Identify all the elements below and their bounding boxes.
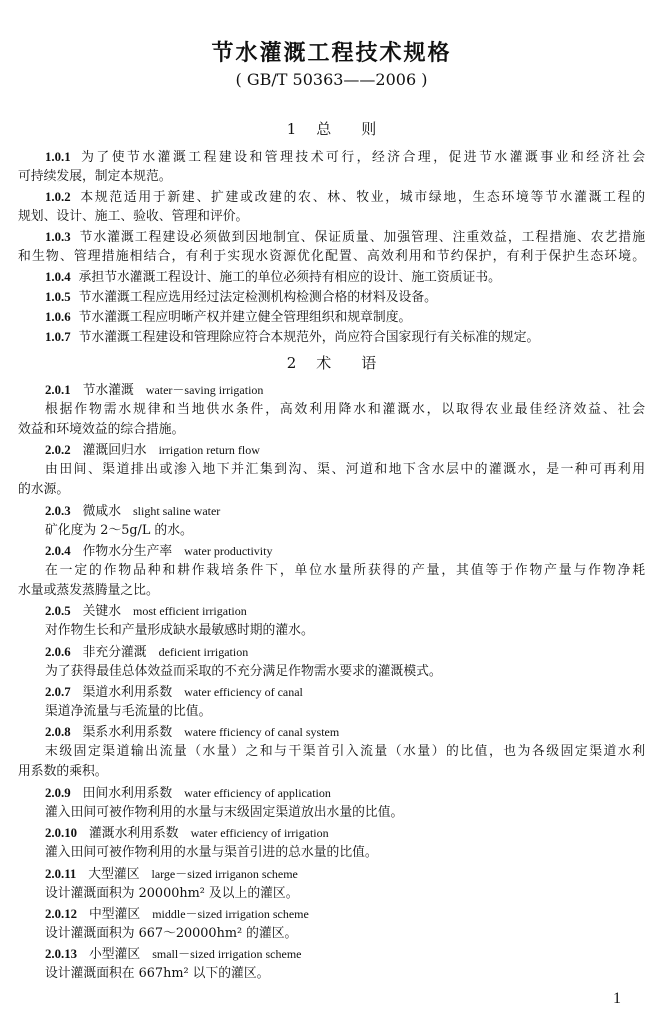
term-number: 2.0.10 — [45, 826, 77, 840]
page-number: 1 — [613, 990, 621, 1007]
definition-text: 矿化度为 2～5g/L 的水。 — [45, 523, 193, 538]
term-zh: 非充分灌溉 — [82, 645, 147, 660]
document-title: 节水灌溉工程技术规格 — [211, 40, 452, 66]
term-definition — [45, 702, 645, 722]
definition-text: 对作物生长和产量形成缺水最敏感时期的灌水。 — [45, 623, 314, 638]
clause-text: 为了使节水灌溉工程建设和管理技术可行，经济合理，促进节水灌溉事业和经济社会 — [78, 150, 645, 165]
term-definition — [45, 742, 645, 762]
chapter-title-part: 总 — [316, 120, 332, 138]
clause-line — [18, 247, 645, 267]
term-zh: 作物水分生产率 — [82, 544, 173, 559]
term-definition — [45, 803, 645, 823]
term-number: 2.0.2 — [45, 443, 71, 457]
term-zh: 节水灌溉 — [82, 383, 134, 398]
clause-number: 1.0.3 — [45, 230, 71, 244]
term-zh: 灌溉水利用系数 — [89, 826, 179, 841]
clause-line — [18, 207, 645, 227]
clause-number: 1.0.4 — [45, 270, 71, 284]
term-definition — [45, 621, 645, 641]
term-zh: 小型灌区 — [89, 947, 141, 962]
term-zh: 关键水 — [82, 604, 121, 619]
term-zh: 田间水利用系数 — [82, 786, 173, 801]
term-heading — [45, 380, 645, 400]
term-en: most efficient irrigation — [132, 604, 247, 618]
definition-text: 设计灌溉面积为 667～20000hm² 的灌区。 — [45, 926, 298, 941]
clause-line — [45, 327, 645, 347]
term-definition — [45, 521, 645, 541]
clause-text: 节水灌溉工程建设必须做到因地制宜、保证质量、加强管理、注重效益，工程措施、农艺措施 — [78, 230, 645, 245]
term-heading — [45, 944, 645, 964]
clause-text: 规划、设计、施工、验收、管理和评价。 — [18, 209, 249, 224]
term-en: water efficiency of irrigation — [190, 826, 329, 840]
term-en: water efficiency of canal — [184, 685, 303, 699]
term-en: deficient irrigation — [158, 645, 249, 659]
term-definition — [45, 964, 645, 984]
term-number: 2.0.3 — [45, 504, 71, 518]
clause-line — [45, 267, 645, 287]
term-heading — [45, 642, 645, 662]
term-definition — [18, 762, 645, 782]
clause-text: 节水灌溉工程应明晰产权并建立健全管理组织和规章制度。 — [78, 310, 412, 325]
clause-line — [45, 187, 645, 207]
term-en: water efficiency of application — [184, 786, 331, 800]
definition-text: 由田间、渠道排出或渗入地下并汇集到沟、渠、河道和地下含水层中的灌溉水，是一种可再利用 — [45, 462, 645, 477]
chapter-heading-2 — [0, 352, 663, 373]
clause-text: 和生物、管理措施相结合，有利于实现水资源优化配置、高效利用和节约保护，有利于保护生态环境。 — [18, 249, 645, 264]
term-heading — [45, 601, 645, 621]
term-heading — [45, 823, 645, 843]
term-number: 2.0.4 — [45, 544, 71, 558]
term-number: 2.0.9 — [45, 786, 71, 800]
term-en: slight saline water — [132, 504, 221, 518]
clause-text: 承担节水灌溉工程设计、施工的单位必须持有相应的设计、施工资质证书。 — [78, 270, 501, 285]
clause-text: 节水灌溉工程应选用经过法定检测机构检测合格的材料及设备。 — [78, 290, 437, 305]
definition-text: 设计灌溉面积为 20000hm² 及以上的灌区。 — [45, 886, 299, 901]
term-number: 2.0.12 — [45, 907, 77, 921]
definition-text: 效益和环境效益的综合措施。 — [18, 422, 185, 437]
term-en: middle－sized irrigation scheme — [152, 907, 309, 921]
clause-line — [45, 147, 645, 167]
term-en: small－sized irrigation scheme — [152, 947, 302, 961]
term-number: 2.0.11 — [45, 867, 77, 881]
term-zh: 灌溉回归水 — [82, 443, 147, 458]
definition-text: 灌入田间可被作物利用的水量与末级固定渠道放出水量的比值。 — [45, 805, 404, 820]
chapter-heading-1 — [0, 118, 663, 139]
term-heading — [45, 541, 645, 561]
term-heading — [45, 501, 645, 521]
term-number: 2.0.5 — [45, 604, 71, 618]
term-number: 2.0.8 — [45, 725, 71, 739]
clause-text: 本规范适用于新建、扩建或改建的农、林、牧业，城市绿地，生态环境等节水灌溉工程的 — [78, 190, 645, 205]
term-definition — [45, 662, 645, 682]
term-number: 2.0.13 — [45, 947, 77, 961]
clause-line — [18, 167, 645, 187]
term-en: watere fficiency of canal system — [184, 725, 340, 739]
term-number: 2.0.1 — [45, 383, 71, 397]
definition-text: 渠道净流量与毛流量的比值。 — [45, 704, 212, 719]
term-heading — [45, 722, 645, 742]
standard-code: ( GB/T 50363——2006 ) — [235, 70, 428, 89]
term-en: large－sized irriganon scheme — [151, 867, 298, 881]
chapter-title-part: 语 — [361, 354, 377, 372]
chapter-title-part: 术 — [316, 354, 332, 372]
clause-number: 1.0.6 — [45, 310, 71, 324]
term-heading — [45, 682, 645, 702]
term-definition — [45, 400, 645, 420]
definition-text: 根据作物需水规律和当地供水条件，高效利用降水和灌溉水，以取得农业最佳经济效益、社会 — [45, 402, 645, 417]
term-zh: 渠系水利用系数 — [82, 725, 173, 740]
term-heading — [45, 783, 645, 803]
term-definition — [18, 420, 645, 440]
definition-text: 水量或蒸发蒸腾量之比。 — [18, 583, 159, 598]
definition-text: 在一定的作物品种和耕作栽培条件下，单位水量所获得的产量，其值等于作物产量与作物净耗 — [45, 563, 645, 578]
clause-number: 1.0.7 — [45, 330, 71, 344]
term-definition — [45, 924, 645, 944]
chapter-number: 2 — [286, 354, 297, 372]
definition-text: 的水源。 — [18, 482, 70, 497]
clause-line — [45, 227, 645, 247]
chapter-title-part: 则 — [361, 120, 377, 138]
term-heading — [45, 864, 645, 884]
term-definition — [45, 884, 645, 904]
clause-number: 1.0.5 — [45, 290, 71, 304]
term-definition — [18, 581, 645, 601]
clause-number: 1.0.1 — [45, 150, 71, 164]
term-zh: 渠道水利用系数 — [82, 685, 173, 700]
definition-text: 设计灌溉面积在 667hm² 以下的灌区。 — [45, 966, 270, 981]
chapter-number: 1 — [286, 120, 297, 138]
definition-text: 用系数的乘积。 — [18, 764, 108, 779]
term-zh: 微咸水 — [82, 504, 121, 519]
term-number: 2.0.6 — [45, 645, 71, 659]
clause-line — [45, 307, 645, 327]
term-zh: 大型灌区 — [88, 867, 140, 882]
term-definition — [45, 843, 645, 863]
term-definition — [45, 460, 645, 480]
clause-text: 节水灌溉工程建设和管理除应符合本规范外，尚应符合国家现行有关标准的规定。 — [78, 330, 540, 345]
clause-line — [45, 287, 645, 307]
term-definition — [45, 561, 645, 581]
term-zh: 中型灌区 — [89, 907, 141, 922]
clause-number: 1.0.2 — [45, 190, 71, 204]
term-definition — [18, 480, 645, 500]
term-heading — [45, 904, 645, 924]
clause-text: 可持续发展，制定本规范。 — [18, 169, 172, 184]
term-heading — [45, 440, 645, 460]
term-en: water－saving irrigation — [145, 383, 264, 397]
term-en: irrigation return flow — [158, 443, 260, 457]
definition-text: 灌入田间可被作物利用的水量与渠首引进的总水量的比值。 — [45, 845, 378, 860]
term-en: water productivity — [184, 544, 273, 558]
term-number: 2.0.7 — [45, 685, 71, 699]
definition-text: 为了获得最佳总体效益而采取的不充分满足作物需水要求的灌溉模式。 — [45, 664, 442, 679]
definition-text: 末级固定渠道输出流量（水量）之和与干渠首引入流量（水量）的比值，也为各级固定渠道水利 — [45, 744, 645, 759]
